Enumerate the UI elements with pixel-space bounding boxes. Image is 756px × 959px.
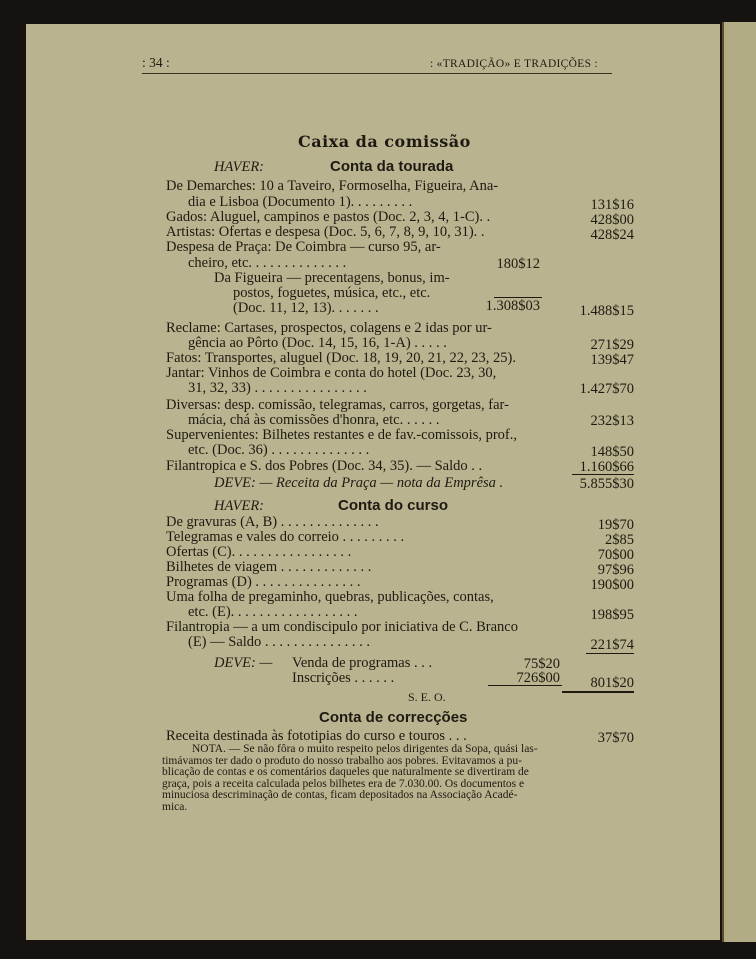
amount: 97$96 xyxy=(597,562,634,578)
note-line: graça, pois a receita calculada pelos bilhetes era de 7.030.00. Os documentos e xyxy=(162,777,525,790)
line: postos, foguetes, música, etc., etc. xyxy=(233,285,431,301)
line: gência ao Pôrto (Doc. 14, 15, 16, 1-A) . . . . . xyxy=(188,335,447,351)
line: Fatos: Transportes, aluguel (Doc. 18, 19, 20, 21, 22, 23, 25). xyxy=(166,350,516,366)
line: Ofertas (C). . . . . . . . . . . . . . . . . xyxy=(166,544,352,560)
sub-rule xyxy=(488,685,562,686)
total-amount: 5.855$30 xyxy=(579,476,634,492)
amount: 148$50 xyxy=(590,444,634,460)
line: Artistas: Ofertas e despesa (Doc. 5, 6, 7, 8, 9, 10, 31). . xyxy=(166,224,485,240)
line: Supervenientes: Bilhetes restantes e de fav.-comissois, prof., xyxy=(166,427,517,443)
amount: 232$13 xyxy=(590,413,634,429)
amount: 1.160$66 xyxy=(579,459,634,475)
seo-mark: S. E. O. xyxy=(408,690,446,704)
facing-page-edge xyxy=(722,22,756,942)
note-line: minuciosa descriminação de contas, ficam depositados na Associação Acadé- xyxy=(162,789,518,801)
page-number: : 34 : xyxy=(142,55,170,70)
section-heading: Conta de correcções xyxy=(319,709,468,726)
line: Gados: Aluguel, campinos e pastos (Doc. 2, 3, 4, 1-C). . xyxy=(166,209,491,225)
line: Filantropica e S. dos Pobres (Doc. 34, 35). — Saldo . . xyxy=(166,458,483,474)
line: Diversas: desp. comissão, telegramas, carros, gorgetas, far- xyxy=(166,397,509,413)
line: Receita destinada às fototipias do curso e touros . . . xyxy=(166,728,467,744)
haver-label: HAVER: xyxy=(214,498,265,514)
line: Despesa de Praça: De Coimbra — curso 95, ar- xyxy=(166,239,441,255)
amount: 139$47 xyxy=(590,352,634,368)
line: Filantropia — a um condiscipulo por iniciativa de C. Branco xyxy=(166,619,518,635)
amount: 221$74 xyxy=(590,637,634,653)
deve-item-value: 75$20 xyxy=(523,656,560,672)
line: etc. (E). . . . . . . . . . . . . . . . . . xyxy=(188,604,358,620)
amount: 131$16 xyxy=(590,197,634,213)
line: Bilhetes de viagem . . . . . . . . . . . . . xyxy=(166,559,372,575)
amount: 190$00 xyxy=(590,577,634,593)
line: cheiro, etc. . . . . . . . . . . . . . xyxy=(188,255,347,271)
amount: 70$00 xyxy=(597,547,634,563)
line: (Doc. 11, 12, 13). . . . . . . xyxy=(233,300,379,316)
note-line: timávamos ter dado o produto do nosso trabalho aos pobres. Evitavamos a pu- xyxy=(162,754,522,767)
header-rule xyxy=(142,73,612,74)
sub-rule xyxy=(494,297,542,298)
sub-amount: 1.308$03 xyxy=(485,298,540,314)
line: Programas (D) . . . . . . . . . . . . . . . xyxy=(166,574,361,590)
note-line: NOTA. — Se não fôra o muito respeito pelos dirigentes da Sopa, quási las- xyxy=(192,743,538,755)
total-rule xyxy=(586,653,634,654)
deve-item-label: Venda de programas . . . xyxy=(292,655,433,671)
amount: 37$70 xyxy=(597,730,634,746)
line: De Demarches: 10 a Taveiro, Formoselha, Figueira, Ana- xyxy=(166,178,499,194)
line: Da Figueira — precentagens, bonus, im- xyxy=(214,270,450,286)
note-line: blicação de contas e os comentários daqueles que naturalmente se divertiram de xyxy=(162,766,529,778)
section-heading: Conta do curso xyxy=(338,497,449,514)
amount: 2$85 xyxy=(605,532,634,548)
line: Telegramas e vales do correio . . . . . . . . . xyxy=(166,529,405,545)
line: Reclame: Cartases, prospectos, colagens e 2 idas por ur- xyxy=(166,320,492,336)
line: 31, 32, 33) . . . . . . . . . . . . . . . . xyxy=(188,380,367,396)
deve-item-label: Inscrições . . . . . . xyxy=(292,670,395,686)
amount: 1.427$70 xyxy=(579,381,634,397)
double-rule xyxy=(562,691,634,693)
section-heading: Conta da tourada xyxy=(330,158,454,175)
total-amount: 801$20 xyxy=(590,675,634,691)
line: Uma folha de pregaminho, quebras, publicações, contas, xyxy=(166,589,494,605)
page-title: Caixa da comissão xyxy=(298,132,471,151)
amount: 428$00 xyxy=(590,212,634,228)
line: mácia, chá às comissões d'honra, etc. . . . . . xyxy=(188,412,440,428)
amount: 198$95 xyxy=(590,607,634,623)
line: De gravuras (A, B) . . . . . . . . . . . . . . xyxy=(166,514,379,530)
running-title: : «TRADIÇÃO» E TRADIÇÕES : xyxy=(430,58,598,70)
sub-amount: 180$12 xyxy=(496,256,540,272)
footnote xyxy=(162,744,638,813)
note-line: mica. xyxy=(162,800,188,813)
deve-line: DEVE: — Receita da Praça — nota da Emprêsa . xyxy=(214,475,504,491)
total-rule xyxy=(572,474,634,475)
amount: 19$70 xyxy=(597,517,634,533)
line: (E) — Saldo . . . . . . . . . . . . . . . xyxy=(188,634,371,650)
haver-label: HAVER: xyxy=(214,159,265,175)
amount: 428$24 xyxy=(590,227,634,243)
line: dia e Lisboa (Documento 1). . . . . . . . . xyxy=(188,194,413,210)
line: Jantar: Vinhos de Coimbra e conta do hotel (Doc. 23, 30, xyxy=(166,365,497,381)
amount: 271$29 xyxy=(590,337,634,353)
deve-label: DEVE: — xyxy=(214,655,273,671)
line: etc. (Doc. 36) . . . . . . . . . . . . . . xyxy=(188,442,370,458)
deve-item-value: 726$00 xyxy=(516,670,560,686)
amount: 1.488$15 xyxy=(579,303,634,319)
